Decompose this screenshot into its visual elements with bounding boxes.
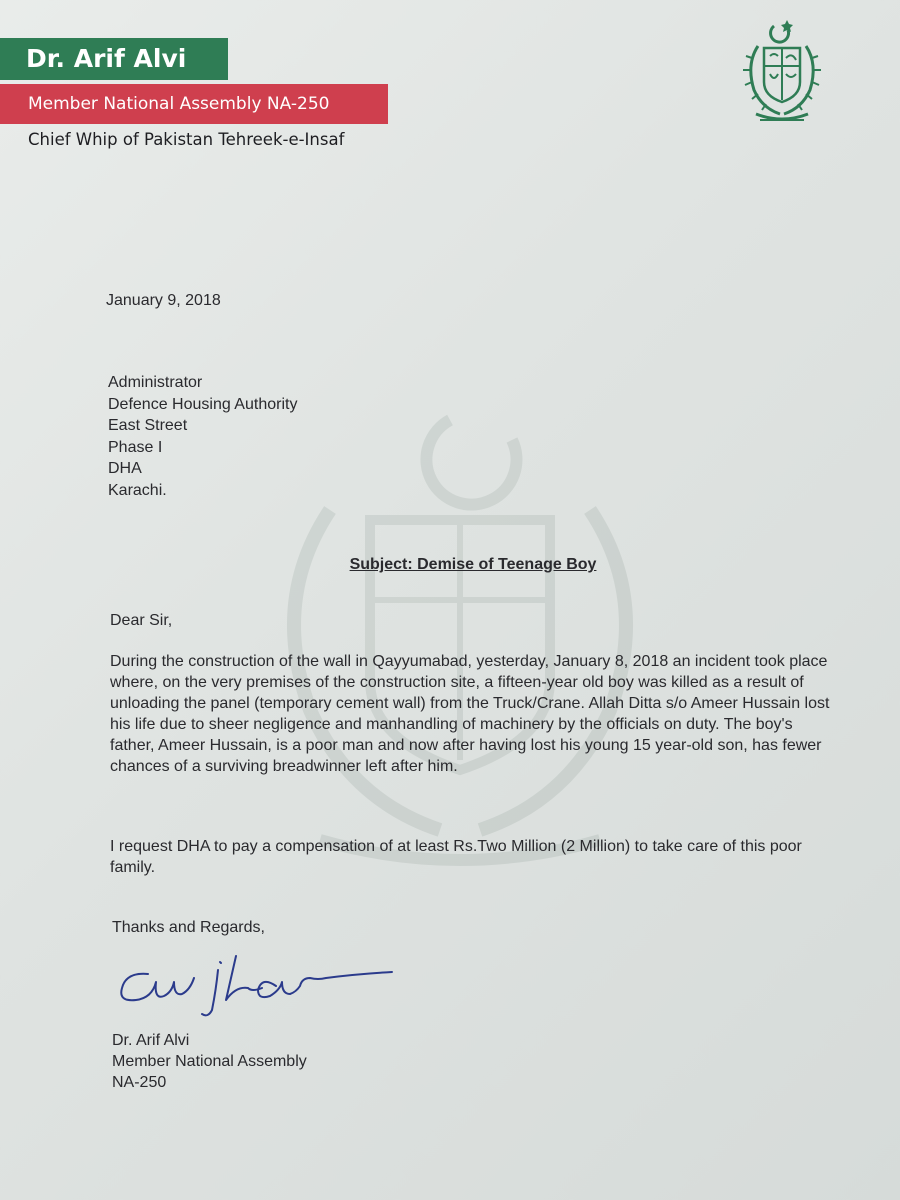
- signer-line: Dr. Arif Alvi: [112, 1032, 190, 1049]
- letter-paragraph-1: During the construction of the wall in Qayyumabad, yesterday, January 8, 2018 an incident took place where, on the very premises of the construction site, a fifteen-year old boy was killed as a result of unloading the panel (temporary cement wall) from the Truck/Crane. Allah Ditta s/o Ameer Hussain lost his life due to sheer negligence and manhandling of machinery by the officials on duty. The boy's father, Ameer Hussain, is a poor man and now after having lost his young 15 year-old son, has fewer chances of a surviving breadwinner left after him.: [110, 653, 830, 775]
- letterhead-position: Member National Assembly NA-250: [0, 84, 388, 124]
- letterhead-role: Chief Whip of Pakistan Tehreek-e-Insaf: [28, 130, 345, 149]
- signer-line: NA-250: [112, 1074, 167, 1091]
- recipient-line: DHA: [108, 460, 142, 477]
- letter-closing: Thanks and Regards,: [112, 919, 265, 936]
- recipient-line: Administrator: [108, 374, 203, 391]
- letter-paragraph-2: I request DHA to pay a compensation of at least Rs.Two Million (2 Million) to take care of this poor family.: [110, 838, 802, 876]
- pakistan-state-emblem-icon: [730, 16, 834, 128]
- recipient-line: Phase I: [108, 438, 163, 456]
- signer-line: Member National Assembly: [112, 1053, 307, 1070]
- recipient-line: Karachi.: [108, 481, 167, 499]
- handwritten-signature-icon: [118, 948, 408, 1020]
- letter-salutation: Dear Sir,: [110, 612, 173, 629]
- letter-subject: Subject: Demise of Teenage Boy: [349, 556, 597, 573]
- recipient-address: [108, 372, 297, 501]
- letter-date: January 9, 2018: [106, 292, 221, 309]
- letterhead-name: Dr. Arif Alvi: [0, 38, 228, 80]
- recipient-line: East Street: [108, 417, 188, 434]
- watermark-emblem-icon: [250, 400, 670, 880]
- recipient-line: Defence Housing Authority: [108, 395, 298, 413]
- signer-block: [112, 1030, 307, 1093]
